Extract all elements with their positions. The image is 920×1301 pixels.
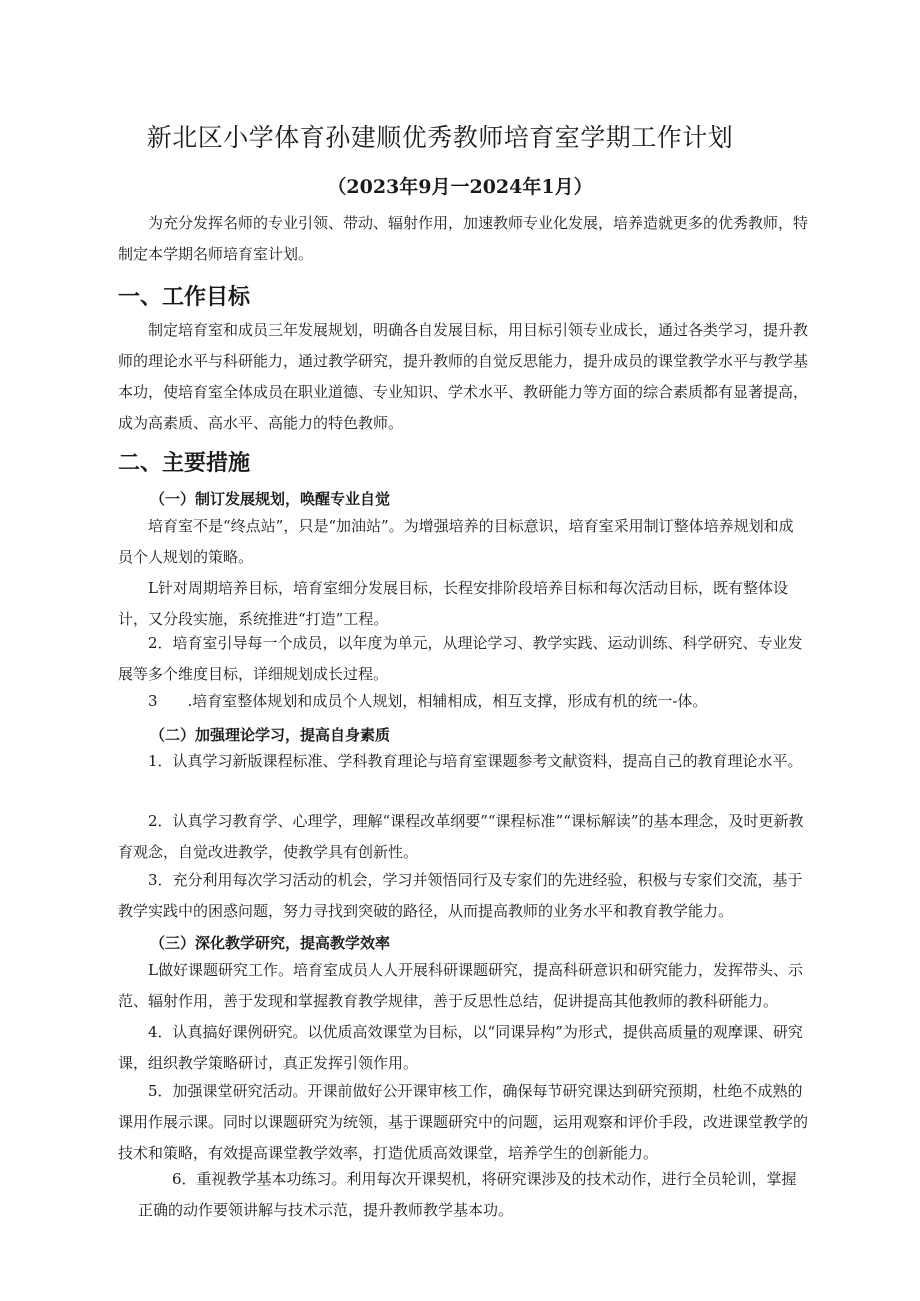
- paragraph-3-4: 4．认真搞好课例研究。以优质高效课堂为目标，以“同课异构”为形式，提供高质量的观摩课、研究课，组织教学策略研讨，真正发挥引领作用。: [118, 1023, 803, 1072]
- section-heading-measures: 二、主要措施: [118, 450, 251, 476]
- intro-paragraph: 为充分发挥名师的专业引领、带动、辐射作用，加速教师专业化发展，培养造就更多的优秀教师，特制定本学期名师培育室计划。: [118, 214, 809, 263]
- paragraph-2-3: 3．充分利用每次学习活动的机会，学习并领悟同行及专家们的先进经验，积极与专家们交流，基于教学实践中的困惑问题，努力寻找到突破的路径，从而提高教师的业务水平和教育教学能力。: [118, 871, 803, 920]
- paragraph-3-6: 6．重视教学基本功练习。利用每次开课契机，将研究课涉及的技术动作，进行全员轮训，掌握正确的动作要领讲解与技术示范，提升教师教学基本功。: [138, 1170, 797, 1219]
- paragraph-1-1: L针对周期培养目标，培育室细分发展目标，长程安排阶段培养目标和每次活动目标，既有整体设计，又分段实施，系统推进“打造”工程。: [118, 579, 788, 628]
- section-heading-goals: 一、工作目标: [118, 284, 251, 310]
- paragraph-1-3: 3 .培育室整体规划和成员个人规划，相辅相成，相互支撑，形成有机的统一-体。: [148, 692, 708, 710]
- subsection-heading-3: （三）深化教学研究，提高教学效率: [150, 934, 391, 952]
- paragraph-1-2: 2．培育室引导每一个成员，以年度为单元，从理论学习、教学实践、运动训练、科学研究、专业发展等多个维度目标，详细规划成长过程。: [118, 634, 803, 683]
- paragraph-1-0: 培育室不是“终点站”，只是“加油站”。为增强培养的目标意识，培育室采用制订整体培养规划和成员个人规划的策略。: [118, 517, 794, 566]
- subsection-heading-1: （一）制订发展规划，唤醒专业自觉: [150, 490, 391, 508]
- paragraph-2-2: 2．认真学习教育学、心理学，理解“课程改革纲要”“课程标准”“课标解读”的基本理念，及时更新教育观念，自觉改进教学，使教学具有创新性。: [118, 812, 804, 861]
- goals-paragraph: 制定培育室和成员三年发展规划，明确各自发展目标，用目标引领专业成长，通过各类学习，提升教师的理论水平与科研能力，通过教学研究，提升教师的自觉反思能力，提升成员的课堂教学水平与教学基本功，使培育室全体成员在职业道德、专业知识、学术水平、教研能力等方面的综合素质都有显著提高，成为高素质、高水平、高能力的特色教师。: [118, 321, 809, 432]
- paragraph-3-1: L做好课题研究工作。培育室成员人人开展科研课题研究，提高科研意识和研究能力，发挥带头、示范、辐射作用，善于发现和掌握教育教学规律，善于反思性总结，促讲提高其他教师的教科研能力。: [118, 961, 803, 1010]
- document-subtitle: （2023年9月一2024年1月）: [327, 176, 593, 198]
- subsection-heading-2: （二）加强理论学习，提高自身素质: [150, 726, 391, 744]
- paragraph-3-5: 5．加强课堂研究活动。开课前做好公开课审核工作，确保每节研究课达到研究预期，杜绝不成熟的课用作展示课。同时以课题研究为统领，基于课题研究中的问题，运用观察和评价手段，改进课堂教学的技术和策略，有效提高课堂教学效率，打造优质高效课堂，培养学生的创新能力。: [118, 1082, 809, 1162]
- document-title: 新北区小学体育孙建顺优秀教师培育室学期工作计划: [146, 123, 734, 152]
- paragraph-2-1: 1．认真学习新版课程标准、学科教育理论与培育室课题参考文献资料，提高自己的教育理论水平。: [148, 752, 803, 770]
